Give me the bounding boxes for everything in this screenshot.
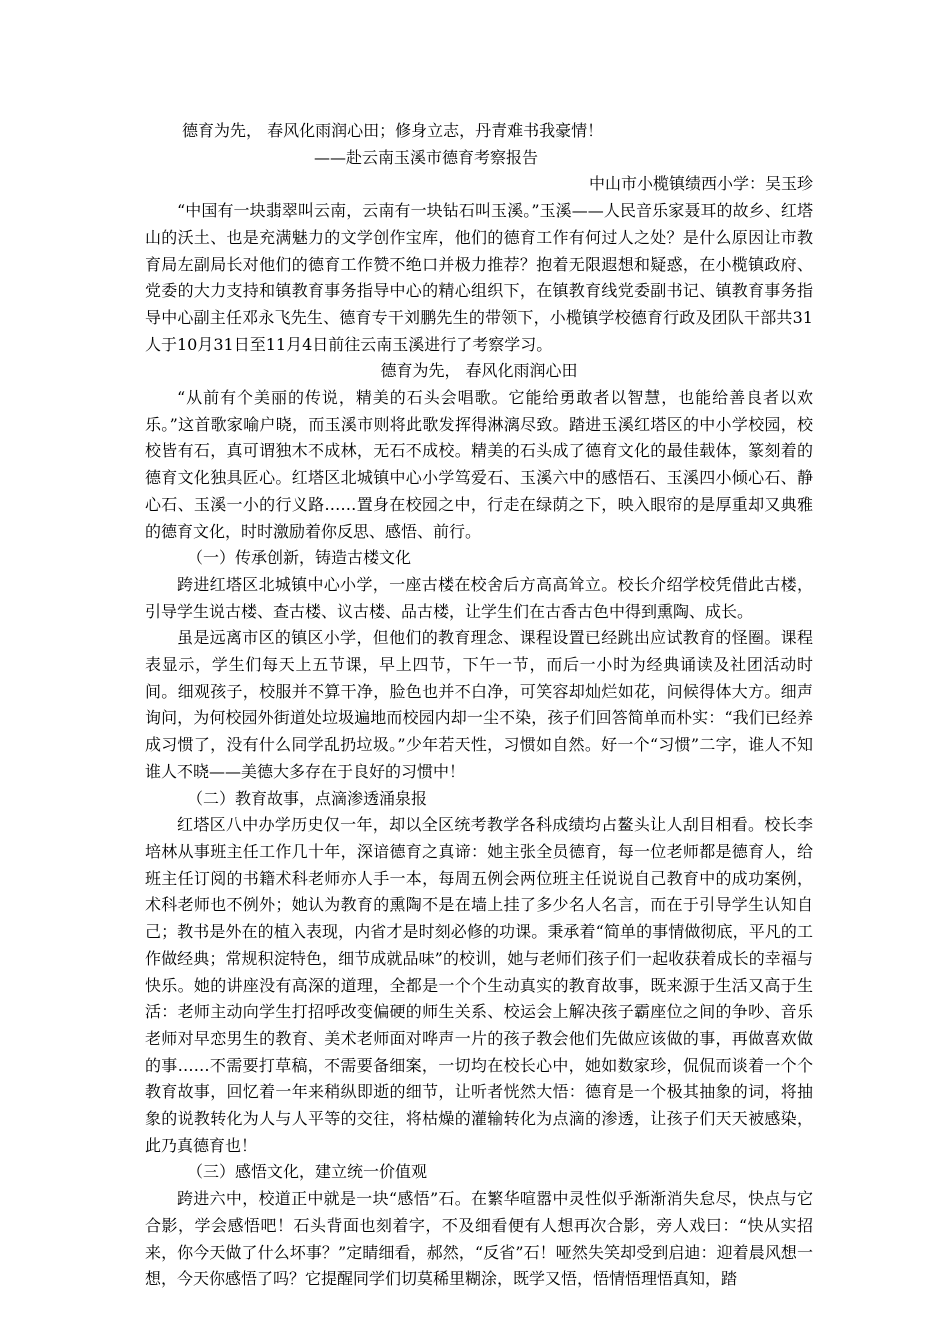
subsection-heading: （一）传承创新，铸造古楼文化 — [187, 548, 412, 568]
document-title: 德育为先， 春风化雨润心田；修身立志，丹青难书我豪情！ — [182, 121, 604, 140]
body-paragraph: “从前有个美丽的传说，精美的石头会唱歌。它能给勇敢者以智慧，也能给善良者以欢乐。”这首歌家喻户晓，而玉溪市则将此歌发挥得淋漓尽致。踏进玉溪红塔区的中小学校园，校校皆有石，真可谓独木不成林，无石不成校。精美的石头成了德育文化的最佳载体，篆刻着的德育文化独具匠心。红塔区北城镇中心小学笃爱石、玉溪六中的感悟石、玉溪四小倾心石、静心石、玉溪一小的行义路……置身在校园之中，行走在绿荫之下，映入眼帘的是厚重却又典雅的德育文化，时时激励着你反思、感悟、前行。 — [145, 388, 813, 541]
section-heading: 德育为先， 春风化雨润心田 — [380, 361, 578, 381]
subsection-heading: （二）教育故事，点滴渗透涌泉报 — [187, 788, 428, 808]
document-subtitle: ——赴云南玉溪市德育考察报告 — [314, 147, 539, 167]
body-paragraph: 跨进红塔区北城镇中心小学，一座古楼在校舍后方高高耸立。校长介绍学校凭借此古楼，引导学生说古楼、查古楼、议古楼、品古楼，让学生们在古香古色中得到熏陶、成长。 — [145, 574, 813, 621]
subsection-heading: （三）感悟文化，建立统一价值观 — [187, 1162, 428, 1182]
body-paragraph: 跨进六中，校道正中就是一块“感悟”石。在繁华喧嚣中灵性似乎渐渐消失怠尽，快点与它合影，学会感悟吧！石头背面也刻着字，不及细看便有人想再次合影，旁人戏曰：“快从实招来，你今天做了什么坏事？”定睛细看，郝然，“反省”石！哑然失笑却受到启迪：迎着晨风想一想，今天你感悟了吗？它提醒同学们切莫稀里糊涂，既学又悟，悟情悟理悟真知，踏 — [145, 1189, 813, 1289]
intro-paragraph: “中国有一块翡翠叫云南，云南有一块钻石叫玉溪。”玉溪——人民音乐家聂耳的故乡、红塔山的沃土、也是充满魅力的文学创作宝库，他们的德育工作有何过人之处？是什么原因让市教育局左副局长对他们的德育工作赞不绝口并极力推荐？抱着无限遐想和疑惑，在小榄镇政府、党委的大力支持和镇教育事务指导中心的精心组织下，在镇教育线党委副书记、镇教育事务指导中心副主任邓永飞先生、德育专干刘鹏先生的带领下，小榄镇学校德育行政及团队干部共31人于10月31日至11月4日前往云南玉溪进行了考察学习。 — [145, 201, 813, 354]
document-author: 中山市小榄镇绩西小学：吴玉珍 — [588, 174, 813, 194]
body-paragraph: 红塔区八中办学历史仅一年，却以全区统考教学各科成绩均占鳌头让人刮目相看。校长李培林从事班主任工作几十年，深谙德育之真谛：她主张全员德育，每一位老师都是德育人，给班主任订阅的书籍术科老师亦人手一本，每周五例会两位班主任说说自己教育中的成功案例，术科老师也不例外；她认为教育的熏陶不是在墙上挂了多少名人名言，而在于引导学生认知自己；教书是外在的植入表现，内省才是时刻必修的功课。秉承着“简单的事情做彻底，平凡的工作做经典；常规积淀特色，细节成就品味”的校训，她与老师们孩子们一起收获着成长的幸福与快乐。她的讲座没有高深的道理，全都是一个个生动真实的教育故事，既来源于生活又高于生活：老师主动向学生打招呼改变偏硬的师生关系、校运会上解决孩子霸座位之间的争吵、音乐老师对早恋男生的教育、美术老师面对哗声一片的孩子教会他们先做应该做的事，再做喜欢做的事……不需要打草稿，不需要备细案，一切均在校长心中，她如数家珍，侃侃而谈着一个个教育故事，回忆着一年来稍纵即逝的细节，让听者恍然大悟：德育是一个极其抽象的词，将抽象的说教转化为人与人平等的交往，将枯燥的灌输转化为点滴的渗透，让孩子们天天被感染，此乃真德育也！ — [145, 815, 813, 1155]
document-body — [145, 118, 813, 1293]
body-paragraph: 虽是远离市区的镇区小学，但他们的教育理念、课程设置已经跳出应试教育的怪圈。课程表显示，学生们每天上五节课，早上四节，下午一节，而后一小时为经典诵读及社团活动时间。细观孩子，校服并不算干净，脸色也并不白净，可笑容却灿烂如花，问候得体大方。细声询问，为何校园外街道处垃圾遍地而校园内却一尘不染，孩子们回答简单而朴实：“我们已经养成习惯了，没有什么同学乱扔垃圾。”少年若天性，习惯如自然。好一个“习惯”二字，谁人不知谁人不晓——美德大多存在于良好的习惯中！ — [145, 628, 813, 781]
